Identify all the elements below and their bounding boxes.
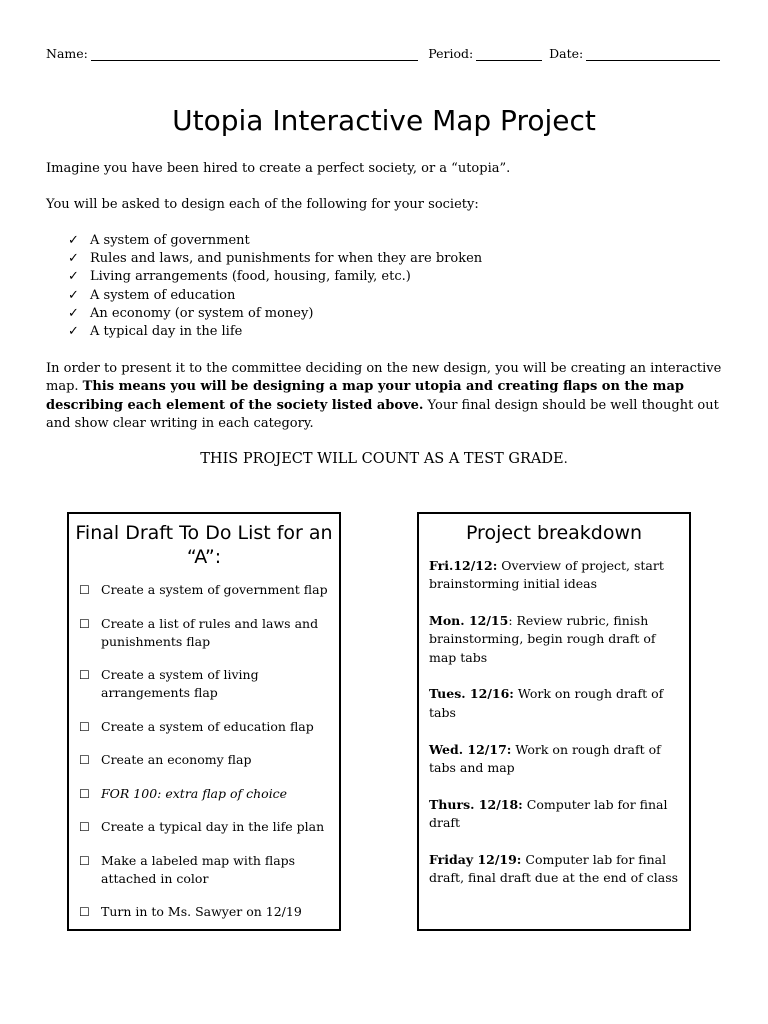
checkbox-icon[interactable]: ☐: [79, 820, 90, 834]
list-item: ✓ Living arrangements (food, housing, family, etc.): [68, 268, 482, 286]
list-item: ☐ Create an economy flap: [79, 752, 252, 767]
student-info-header: [46, 46, 720, 61]
schedule-list: [419, 557, 689, 887]
list-item: ☐ Create a system of living arrangements flap: [79, 667, 259, 700]
list-item: ☐ Create a system of government flap: [79, 582, 328, 597]
requirements-list: [68, 232, 482, 341]
schedule-entry: Wed. 12/17: Work on rough draft of tabs and map: [429, 741, 661, 775]
instructions-bold: This means you will be designing a map your utopia and creating flaps on the map describing each element of the society listed above.: [46, 379, 684, 413]
todo-box: [67, 512, 341, 931]
checkbox-icon[interactable]: ☐: [79, 786, 90, 801]
checkmark-icon: ✓: [68, 305, 79, 321]
list-item: ☐ FOR 100: extra flap of choice: [79, 785, 288, 801]
intro-paragraph: Imagine you have been hired to create a perfect society, or a “utopia”.: [46, 161, 511, 176]
schedule-entry: Friday 12/19: Computer lab for final draft, final draft due at the end of class: [429, 851, 679, 886]
design-prompt: You will be asked to design each of the following for your society:: [46, 197, 479, 212]
list-item: ☐ Turn in to Ms. Sawyer on 12/19: [79, 904, 302, 919]
schedule-entry: Fri.12/12: Overview of project, start brainstorming initial ideas: [429, 558, 664, 592]
checkbox-icon[interactable]: ☐: [79, 583, 90, 597]
name-label: Name:: [46, 46, 88, 61]
todo-list: [69, 581, 339, 921]
instructions-paragraph: In order to present it to the committee deciding on the new design, you will be creating an interactive map. This means you will be designing a map your utopia and creating flaps on the map describing each element of the society listed above. Your final design should be well thought out and show clear writing in each category.: [46, 361, 722, 431]
date-field[interactable]: [586, 46, 720, 61]
schedule-entry: Tues. 12/16: Work on rough draft of tabs: [429, 686, 664, 720]
checkbox-icon[interactable]: ☐: [79, 853, 90, 868]
period-label: Period:: [428, 46, 474, 61]
checkmark-icon: ✓: [68, 324, 79, 340]
list-item: ✓ A system of government: [68, 232, 482, 250]
checkmark-icon: ✓: [68, 233, 79, 248]
list-item: ✓ An economy (or system of money): [68, 305, 482, 323]
date-label: Date:: [549, 46, 584, 61]
schedule-entry: Thurs. 12/18: Computer lab for final draft: [429, 796, 668, 830]
checkmark-icon: ✓: [68, 251, 79, 267]
schedule-entry: Mon. 12/15: Review rubric, finish brainstorming, begin rough draft of map tabs: [429, 613, 656, 665]
breakdown-box-title: Project breakdown: [465, 522, 643, 544]
checkbox-icon[interactable]: ☐: [79, 668, 90, 682]
checkbox-icon[interactable]: ☐: [79, 905, 90, 919]
grade-notice: THIS PROJECT WILL COUNT AS A TEST GRADE.: [200, 451, 568, 467]
list-item: ☐ Make a labeled map with flaps attached in color: [79, 852, 296, 886]
todo-box-title: Final Draft To Do List for an “A”:: [75, 522, 333, 568]
checkbox-icon[interactable]: ☐: [79, 719, 90, 734]
checkbox-icon[interactable]: ☐: [79, 616, 90, 631]
name-field[interactable]: [91, 46, 418, 61]
list-item: ☐ Create a list of rules and laws and punishments flap: [79, 615, 319, 649]
list-item: ✓ Rules and laws, and punishments for when they are broken: [68, 250, 482, 268]
list-item: ☐ Create a system of education flap: [79, 718, 314, 734]
list-item: ☐ Create a typical day in the life plan: [79, 819, 325, 834]
list-item: ✓ A typical day in the life: [68, 323, 482, 341]
breakdown-box: [417, 512, 691, 931]
checkmark-icon: ✓: [68, 269, 79, 285]
checkmark-icon: ✓: [68, 287, 79, 303]
page-title: Utopia Interactive Map Project: [172, 104, 596, 137]
list-item: ✓ A system of education: [68, 287, 482, 305]
period-field[interactable]: [476, 46, 542, 61]
checkbox-icon[interactable]: ☐: [79, 753, 90, 767]
